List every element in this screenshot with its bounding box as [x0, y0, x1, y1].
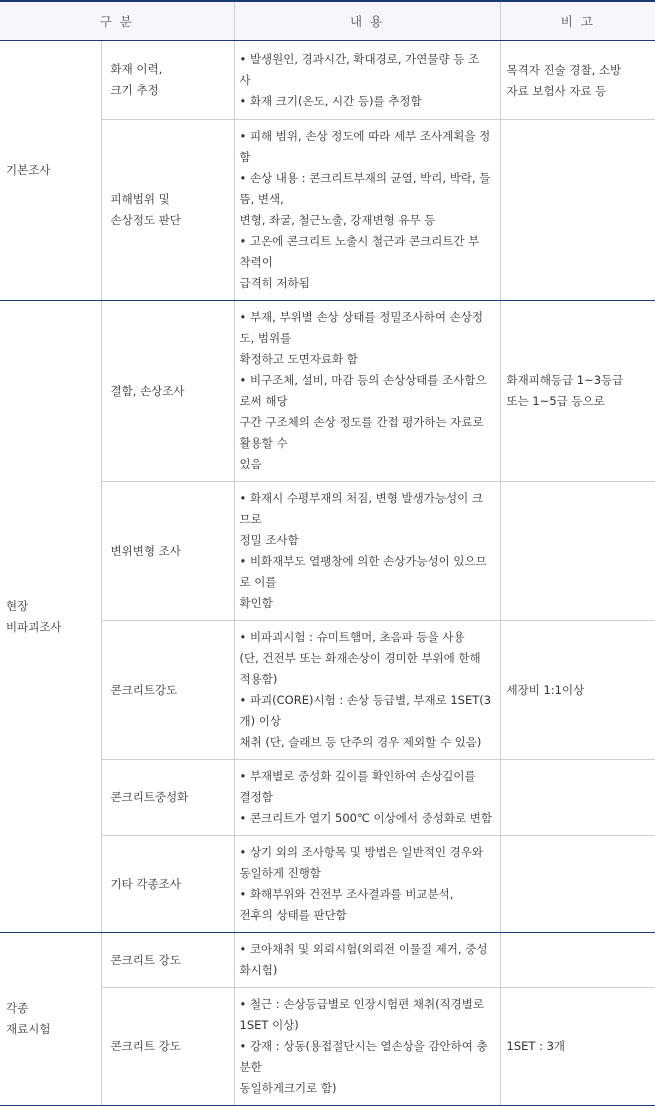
content-cell-line: 변형, 좌굴, 철근노출, 강재변형 유무 등: [239, 213, 436, 227]
subcategory-cell: [101, 933, 234, 988]
remarks-cell-line: 자료 보험사 자료 등: [506, 84, 607, 98]
header-category: 구 분: [0, 1, 234, 41]
subcategory-cell: [101, 988, 234, 1106]
subcategory-cell-line: 손상정도 판단: [110, 213, 181, 227]
content-cell-line: 므로: [239, 512, 262, 526]
header-content: 내 용: [234, 1, 500, 41]
group-label: [0, 41, 101, 301]
content-cell-line: 동일하게크기로 함): [239, 1081, 337, 1095]
content-cell-line: • 비구조체, 설비, 마감 등의 손상상태를 조사함으: [239, 373, 487, 387]
header-remarks: 비 고: [500, 1, 655, 41]
content-cell-line: • 부재별로 중성화 깊이를 확인하여 손상깊이를: [239, 769, 476, 783]
remarks-cell: [500, 621, 655, 760]
content-cell-line: 동일하게 진행함: [239, 866, 321, 880]
content-cell: [234, 41, 500, 120]
content-cell-line: 분한: [239, 1060, 262, 1074]
content-cell: [234, 301, 500, 482]
table-row: [0, 41, 655, 120]
content-cell-line: • 피해 범위, 손상 정도에 따라 세부 조사계획을 정: [239, 129, 491, 143]
subcategory-cell: [101, 836, 234, 933]
subcategory-cell: [101, 301, 234, 482]
content-cell-line: 구간 구조체의 손상 정도를 간접 평가하는 자료로: [239, 415, 484, 429]
remarks-cell-line: 목격자 진술 경찰, 소방: [506, 63, 622, 77]
subcategory-cell-line: 기타 각종조사: [110, 876, 181, 891]
content-cell-line: 적용함): [239, 672, 278, 686]
content-cell: [234, 760, 500, 836]
subcategory-cell-line: 크기 추정: [110, 83, 159, 97]
table-body: [0, 41, 655, 1106]
content-cell-line: 개) 이상: [239, 714, 281, 728]
table-row: [0, 301, 655, 482]
content-cell: [234, 988, 500, 1106]
content-cell: [234, 836, 500, 933]
subcategory-cell: [101, 120, 234, 301]
subcategory-cell-line: 콘크리트 강도: [110, 1039, 181, 1053]
remarks-cell: [500, 41, 655, 120]
remarks-cell: [500, 301, 655, 482]
content-cell-line: 정밀 조사함: [239, 533, 299, 547]
content-cell-line: 급격히 저하됨: [239, 276, 310, 290]
content-cell-line: 채취 (단, 슬래브 등 단주의 경우 제외할 수 있음): [239, 735, 482, 749]
content-cell-line: 확인함: [239, 596, 273, 610]
content-cell-line: 화시험): [239, 963, 278, 977]
content-cell-line: • 발생원인, 경과시간, 확대경로, 가연물량 등 조: [239, 51, 480, 66]
subcategory-cell-line: 콘크리트강도: [110, 682, 178, 697]
content-cell-line: 활용할 수: [239, 436, 288, 450]
content-cell-line: (단, 건전부 또는 화재손상이 경미한 부위에 한해: [239, 651, 481, 665]
content-cell-line: • 손상 내용 : 콘크리트부재의 균열, 박리, 박락, 들: [239, 171, 491, 185]
group-label-line: 각종: [6, 1001, 29, 1015]
content-cell-line: • 철근 : 손상등급별로 인장시험편 채취(직경별로: [239, 997, 484, 1011]
content-cell-line: 함: [239, 150, 251, 164]
content-cell-line: • 상기 외의 조사항목 및 방법은 일반적인 경우와: [239, 845, 483, 859]
subcategory-cell-line: 피해범위 및: [110, 192, 170, 206]
group-label: [0, 933, 101, 1106]
content-cell-line: • 부재, 부위별 손상 상태를 정밀조사하여 손상정: [239, 310, 483, 324]
subcategory-cell: [101, 760, 234, 836]
content-cell-line: 확정하고 도면자료화 함: [239, 352, 358, 366]
group-label-line: 재료시험: [6, 1022, 51, 1036]
content-cell: [234, 933, 500, 988]
subcategory-cell: [101, 482, 234, 621]
content-cell: [234, 621, 500, 760]
subcategory-cell-line: 변위변형 조사: [110, 543, 181, 558]
content-cell-line: • 화해부위와 건전부 조사결과를 비교분석,: [239, 887, 454, 901]
group-label-line: 비파괴조사: [6, 619, 62, 634]
content-cell-line: • 파괴(CORE)시험 : 손상 등급별, 부재로 1SET(3: [239, 693, 492, 707]
group-label-line: 기본조사: [6, 163, 51, 177]
remarks-cell: [500, 988, 655, 1106]
table-header-row: [0, 1, 655, 41]
content-cell-line: • 콘크리트가 열기 500℃ 이상에서 중성화로 변함: [239, 811, 492, 825]
remarks-cell: [500, 482, 655, 621]
content-cell-line: • 코아채취 및 외뢰시험(외뢰전 이물질 제거, 중성: [239, 942, 488, 956]
content-cell-line: 도, 범위를: [239, 331, 292, 345]
content-cell-line: • 화재 크기(온도, 시간 등)를 추정함: [239, 93, 422, 108]
subcategory-cell: [101, 621, 234, 760]
content-cell-line: • 고온에 콘크리트 노출시 철근과 콘크리트간 부: [239, 234, 480, 248]
remarks-cell-line: 화재피해등급 1~3등급: [506, 373, 624, 387]
group-label-line: 현장: [6, 598, 29, 613]
content-cell-line: 전후의 상태를 판단함: [239, 908, 347, 922]
content-cell-line: • 강재 : 상동(용접절단시는 열손상을 감안하여 충: [239, 1039, 488, 1053]
content-cell-line: 결정함: [239, 790, 273, 804]
remarks-cell: [500, 933, 655, 988]
content-cell: [234, 120, 500, 301]
remarks-cell: [500, 120, 655, 301]
content-cell-line: 있음: [239, 457, 262, 471]
subcategory-cell: [101, 41, 234, 120]
content-cell-line: • 화재시 수평부재의 처짐, 변형 발생가능성이 크: [239, 491, 483, 505]
remarks-cell: [500, 836, 655, 933]
subcategory-cell-line: 콘크리트중성화: [110, 790, 189, 804]
content-cell-line: 사: [239, 72, 251, 87]
group-label: [0, 301, 101, 933]
remarks-cell-line: 또는 1~5급 등으로: [506, 394, 605, 408]
table-row: [0, 933, 655, 988]
remarks-cell-line: 세장비 1:1이상: [506, 682, 585, 697]
subcategory-cell-line: 화재 이력,: [110, 62, 163, 76]
remarks-cell: [500, 760, 655, 836]
content-cell-line: 1SET 이상): [239, 1018, 299, 1032]
content-cell-line: • 비화재부도 열팽창에 의한 손상가능성이 있으므: [239, 554, 487, 568]
subcategory-cell-line: 콘크리트 강도: [110, 952, 181, 967]
content-cell-line: 로써 해당: [239, 394, 288, 408]
content-cell-line: 착력이: [239, 255, 273, 269]
content-cell: [234, 482, 500, 621]
content-cell-line: 뜸, 변색,: [239, 192, 284, 206]
remarks-cell-line: 1SET : 3개: [506, 1039, 566, 1053]
subcategory-cell-line: 결함, 손상조사: [110, 383, 185, 398]
content-cell-line: • 비파괴시험 : 슈미트햄머, 초음파 등을 사용: [239, 630, 465, 644]
content-cell-line: 로 이를: [239, 575, 277, 589]
